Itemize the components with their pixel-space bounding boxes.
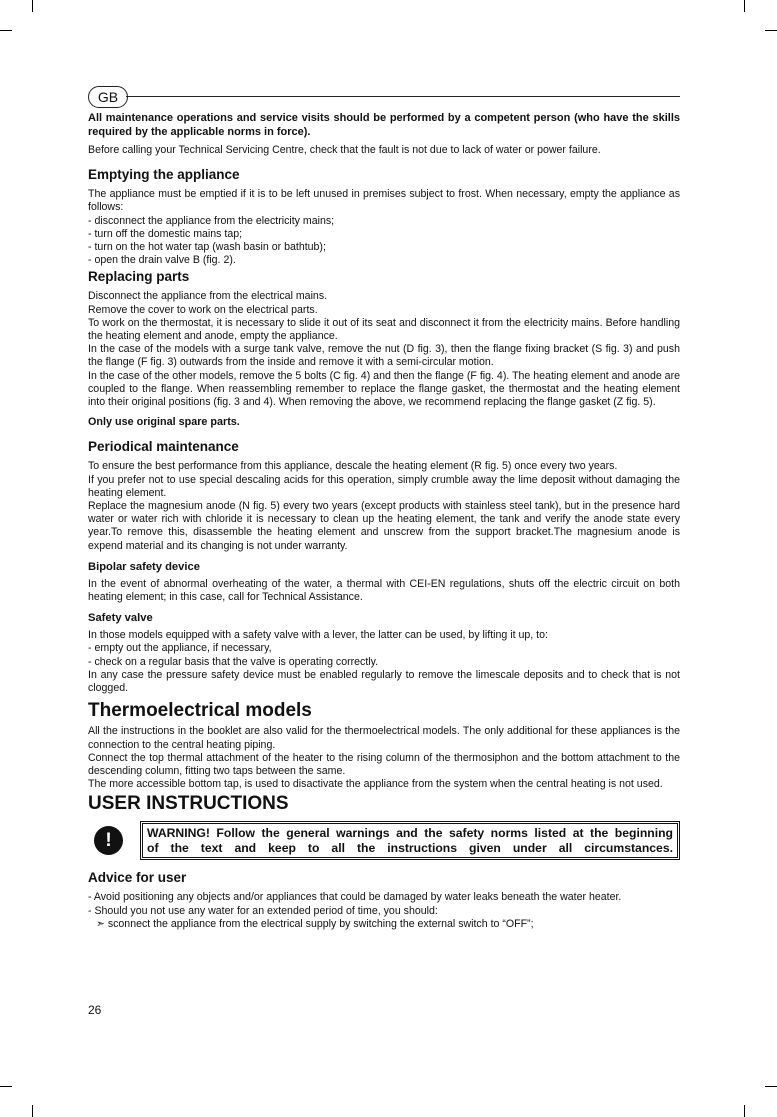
list-item: - open the drain valve B (fig. 2). bbox=[88, 254, 236, 267]
section-title-safety-valve: Safety valve bbox=[88, 612, 153, 625]
crop-mark bbox=[0, 1086, 12, 1087]
list-item: ➣ sconnect the appliance from the electrical supply by switching the external switch to “OFF”; bbox=[96, 917, 534, 930]
paragraph-line: The more accessible bottom tap, is used to disactivate the appliance from the system when the central heating is not used. bbox=[88, 778, 663, 791]
document-page bbox=[88, 84, 680, 931]
spare-parts-note: Only use original spare parts. bbox=[88, 416, 240, 429]
section-title-periodical: Periodical maintenance bbox=[88, 439, 239, 455]
paragraph-line: In the case of the models with a surge tank valve, remove the nut (D fig. 3), then the flange fixing bracket (S fig. 3) and push the flange (F fig. 3) outwards from the inside and remove it with a semi-circular motion. bbox=[88, 343, 680, 369]
list-item: - empty out the appliance, if necessary, bbox=[88, 642, 272, 655]
warning-text: of the text and keep to all the instructions given under all circumstances. bbox=[147, 840, 673, 855]
paragraph-line: In the event of abnormal overheating of the water, a thermal with CEI-EN regulations, shuts off the electric circuit on both heating element; in this case, call for Technical Assistance. bbox=[88, 577, 680, 604]
language-badge: GB bbox=[88, 86, 128, 108]
list-item: - check on a regular basis that the valve is operating correctly. bbox=[88, 655, 379, 668]
fault-check-text: Before calling your Technical Servicing Centre, check that the fault is not due to lack of water or power failure. bbox=[88, 144, 601, 156]
section-title-user-instructions: USER INSTRUCTIONS bbox=[88, 793, 289, 815]
warning-icon: ! bbox=[94, 826, 123, 855]
crop-mark bbox=[32, 0, 33, 12]
header-rule bbox=[126, 96, 680, 97]
page-number: 26 bbox=[88, 1003, 102, 1017]
crop-mark bbox=[744, 1105, 745, 1117]
paragraph-line: To work on the thermostat, it is necessary to slide it out of its seat and disconnect it from the electricity mains. Before handling the heating element and anode, empty the appliance. bbox=[88, 316, 680, 343]
crop-mark bbox=[744, 0, 745, 12]
list-item: - turn on the hot water tap (wash basin or bathtub); bbox=[88, 241, 326, 254]
crop-mark bbox=[765, 1086, 777, 1087]
section-title-replacing: Replacing parts bbox=[88, 269, 190, 285]
paragraph-line: Disconnect the appliance from the electrical mains. bbox=[88, 290, 328, 303]
warning-block bbox=[88, 821, 680, 860]
paragraph-line: If you prefer not to use special descaling acids for this operation, simply crumble away the lime deposit without damaging the heating element. bbox=[88, 473, 680, 499]
language-header bbox=[88, 84, 680, 108]
section-title-emptying: Emptying the appliance bbox=[88, 167, 240, 183]
section-title-bipolar: Bipolar safety device bbox=[88, 560, 200, 573]
crop-mark bbox=[32, 1105, 33, 1117]
paragraph-line: Connect the top thermal attachment of the heater to the rising column of the thermosiphon and the bottom attachment to the descending column, fitting two taps between the same. bbox=[88, 751, 680, 777]
paragraph-line: In any case the pressure safety device must be enabled regularly to remove the limescale deposits and to check that is not clogged. bbox=[88, 668, 680, 695]
paragraph-line: In the case of the other models, remove the 5 bolts (C fig. 4) and then the flange (F fig. 4). The heating element and anode are coupled to the flange. When reassembling remember to replace the flange gasket, the thermostat and the heating element into their original positions (fig. 3 and 4). When removing the above, we recommend replacing the flange gasket (Z fig. 5). bbox=[88, 369, 680, 409]
paragraph-line: In those models equipped with a safety valve with a lever, the latter can be used, by lifting it up, to: bbox=[88, 629, 548, 642]
maintenance-notice: All maintenance operations and service visits should be performed by a competent person (who have the skills required by the applicable norms in force). bbox=[88, 112, 680, 138]
list-item: - Should you not use any water for an extended period of time, you should: bbox=[88, 904, 438, 917]
warning-box bbox=[140, 821, 680, 860]
crop-mark bbox=[765, 30, 777, 31]
section-title-thermoelectrical: Thermoelectrical models bbox=[88, 700, 312, 722]
list-item: - turn off the domestic mains tap; bbox=[88, 227, 243, 240]
warning-text: WARNING! Follow the general warnings and the safety norms listed at the beginning bbox=[147, 826, 673, 841]
crop-mark bbox=[0, 30, 12, 31]
section-title-advice: Advice for user bbox=[88, 870, 187, 886]
paragraph-line: Remove the cover to work on the electrical parts. bbox=[88, 303, 318, 316]
paragraph-line: All the instructions in the booklet are also valid for the thermoelectrical models. The only additional for these appliances is the connection to the central heating piping. bbox=[88, 725, 680, 751]
paragraph-line: The appliance must be emptied if it is to be left unused in premises subject to frost. When necessary, empty the appliance as follows: bbox=[88, 188, 680, 214]
list-item: - disconnect the appliance from the electricity mains; bbox=[88, 214, 335, 227]
paragraph-line: To ensure the best performance from this appliance, descale the heating element (R fig. 5) once every two years. bbox=[88, 460, 618, 473]
list-item: - Avoid positioning any objects and/or appliances that could be damaged by water leaks beneath the water heater. bbox=[88, 891, 622, 904]
paragraph-line: Replace the magnesium anode (N fig. 5) every two years (except products with stainless steel tank), but in the presence hard water or water rich with chloride it is necessary to clean up the heating element, the tank and verify the anode state every year.To remove this, disassemble the heating element and unscrew from the support bracket.The magnesium anode is expend material and its changing is not under warranty. bbox=[88, 500, 680, 552]
